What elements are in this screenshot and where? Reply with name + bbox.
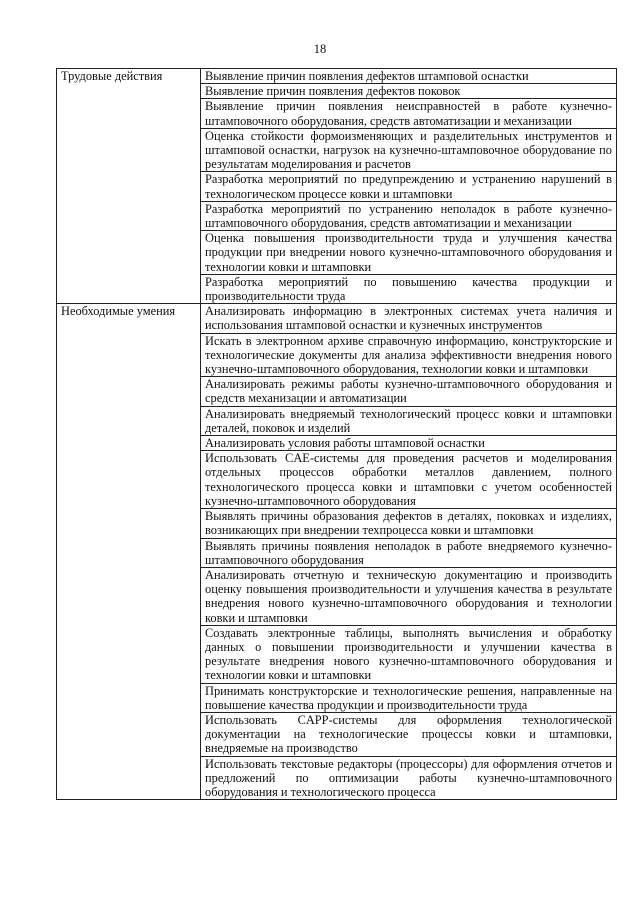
section-item: Искать в электронном архиве справочную информацию, конструкторские и технологические документы для анализа эффективности внедрения нового кузнечно-штамповочного оборудования, технологии ковки и штамповки	[201, 333, 617, 377]
section-item: Выявлять причины образования дефектов в деталях, поковках и изделиях, возникающих при внедрении техпроцесса ковки и штамповки	[201, 509, 617, 538]
section-item: Выявлять причины появления неполадок в работе внедряемого кузнечно-штамповочного оборудования	[201, 538, 617, 567]
section-item: Разработка мероприятий по повышению качества продукции и производительности труда	[201, 274, 617, 303]
section-item: Оценка повышения производительности труда и улучшения качества продукции при внедрении нового кузнечно-штамповочного оборудования и технологии ковки и штамповки	[201, 231, 617, 275]
page-number: 18	[313, 42, 327, 56]
table-row	[57, 304, 617, 333]
section-item: Принимать конструкторские и технологические решения, направленные на повышение качества продукции и производительности труда	[201, 683, 617, 712]
section-item: Анализировать условия работы штамповой оснастки	[201, 436, 617, 451]
section-item: Анализировать внедряемый технологический процесс ковки и штамповки деталей, поковок и изделий	[201, 406, 617, 435]
section-item: Создавать электронные таблицы, выполнять вычисления и обработку данных о повышении производительности и улучшении качества в результате внедрения нового кузнечно-штамповочного оборудования и технологии ковки и штамповки	[201, 625, 617, 683]
section-label: Трудовые действия	[57, 69, 201, 304]
section-item: Анализировать информацию в электронных системах учета наличия и использования штамповой оснастки и кузнечных инструментов	[201, 304, 617, 333]
table-body	[57, 69, 617, 800]
section-item: Анализировать режимы работы кузнечно-штамповочного оборудования и средств механизации и автоматизации	[201, 377, 617, 406]
section-item: Выявление причин появления дефектов штамповой оснастки	[201, 69, 617, 84]
section-item: Использовать CAPP-системы для оформления технологической документации на технологические процессы ковки и штамповки, внедряемые на производство	[201, 712, 617, 756]
table-row	[57, 69, 617, 84]
section-label: Необходимые умения	[57, 304, 201, 800]
qualification-table	[56, 68, 617, 800]
section-item: Оценка стойкости формоизменяющих и разделительных инструментов и штамповой оснастки, нагрузок на кузнечно-штамповочное оборудование по результатам моделирования и расчетов	[201, 128, 617, 172]
section-item: Выявление причин появления неисправностей в работе кузнечно-штамповочного оборудования, средств автоматизации и механизации	[201, 99, 617, 128]
section-item: Разработка мероприятий по устранению неполадок в работе кузнечно-штамповочного оборудования, средств автоматизации и механизации	[201, 201, 617, 230]
section-item: Выявление причин появления дефектов поковок	[201, 84, 617, 99]
section-item: Использовать CAE-системы для проведения расчетов и моделирования отдельных процессов обработки металлов давлением, полного технологического процесса ковки и штамповки с учетом особенностей кузнечно-штамповочного оборудования	[201, 451, 617, 509]
section-item: Разработка мероприятий по предупреждению и устранению нарушений в технологическом процессе ковки и штамповки	[201, 172, 617, 201]
section-item: Использовать текстовые редакторы (процессоры) для оформления отчетов и предложений по оптимизации работы кузнечно-штамповочного оборудования и технологического процесса	[201, 756, 617, 800]
section-item: Анализировать отчетную и техническую документацию и производить оценку повышения производительности и улучшения качества в результате внедрения нового кузнечно-штамповочного оборудования и технологии ковки и штамповки	[201, 567, 617, 625]
